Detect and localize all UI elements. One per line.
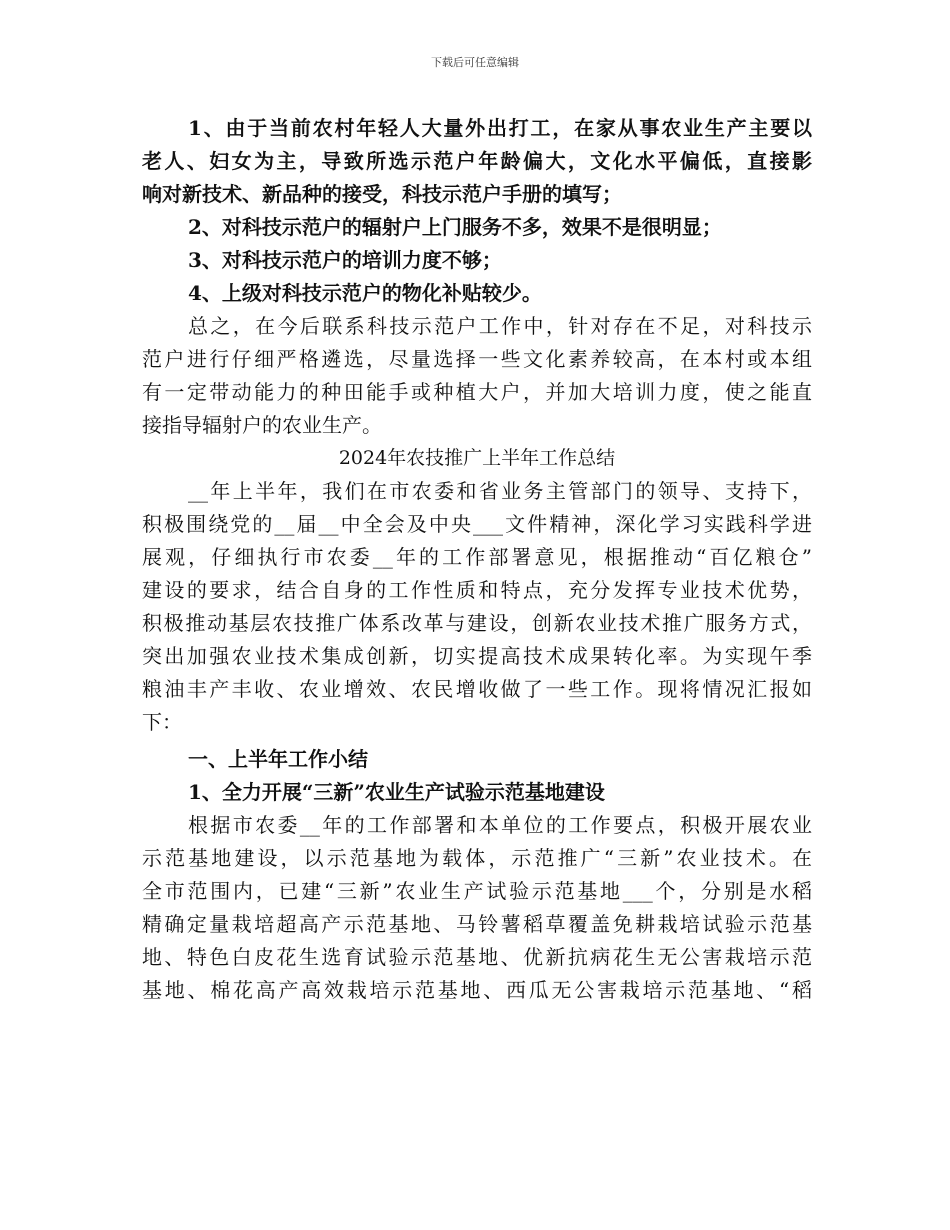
problem-4: 4、上级对科技示范户的物化补贴较少。 xyxy=(188,281,542,305)
problem-3: 3、对科技示范户的培训力度不够； xyxy=(188,248,502,272)
problem-1-line-3: 响对新技术、新品种的接受，科技示范户手册的填写； xyxy=(142,182,622,206)
body-line-1: 根据市农委__年的工作部署和本单位的工作要点，积极开展农业 xyxy=(188,813,812,837)
page-header: 下载后可任意编辑 xyxy=(431,56,519,69)
section-title: 2024年农技推广上半年工作总结 xyxy=(338,447,616,469)
conclusion-line-1: 总之，在今后联系科技示范户工作中，针对存在不足，对科技示 xyxy=(188,314,812,338)
heading-three-new-bases: 1、全力开展“三新”农业生产试验示范基地建设 xyxy=(188,780,605,804)
intro-line-4: 建设的要求，结合自身的工作性质和特点，充分发挥专业技术优势， xyxy=(142,578,812,602)
body-line-3: 全市范围内，已建“三新”农业生产试验示范基地___个，分别是水稻 xyxy=(142,879,812,903)
intro-line-6: 突出加强农业技术集成创新，切实提高技术成果转化率。为实现午季 xyxy=(142,644,812,668)
intro-line-2: 积极围绕党的__届__中全会及中央___文件精神，深化学习实践科学进 xyxy=(142,512,812,536)
conclusion-line-4: 接指导辐射户的农业生产。 xyxy=(142,413,382,437)
body-line-4: 精确定量栽培超高产示范基地、马铃薯稻草覆盖免耕栽培试验示范基 xyxy=(142,912,812,936)
body-line-6: 基地、棉花高产高效栽培示范基地、西瓜无公害栽培示范基地、“稻 xyxy=(142,978,812,1002)
problem-1-line-2: 老人、妇女为主，导致所选示范户年龄偏大，文化水平偏低，直接影 xyxy=(142,149,812,173)
conclusion-line-3: 有一定带动能力的种田能手或种植大户，并加大培训力度，使之能直 xyxy=(142,380,812,404)
intro-line-5: 积极推动基层农技推广体系改革与建设，创新农业技术推广服务方式， xyxy=(142,611,812,635)
body-line-2: 示范基地建设，以示范基地为载体，示范推广“三新”农业技术。在 xyxy=(142,846,812,870)
intro-line-8: 下： xyxy=(142,710,182,734)
intro-line-7: 粮油丰产丰收、农业增效、农民增收做了一些工作。现将情况汇报如 xyxy=(142,677,812,701)
conclusion-line-2: 范户进行仔细严格遴选，尽量选择一些文化素养较高，在本村或本组 xyxy=(142,347,812,371)
intro-line-1: __年上半年，我们在市农委和省业务主管部门的领导、支持下， xyxy=(188,479,812,503)
intro-line-3: 展观，仔细执行市农委__年的工作部署意见，根据推动“百亿粮仓” xyxy=(142,545,812,569)
heading-first-half-summary: 一、上半年工作小结 xyxy=(188,747,368,771)
document-body xyxy=(142,112,812,1007)
body-line-5: 地、特色白皮花生选育试验示范基地、优新抗病花生无公害栽培示范 xyxy=(142,945,812,969)
problem-2: 2、对科技示范户的辐射户上门服务不多，效果不是很明显； xyxy=(188,215,722,239)
problem-1-line-1: 1、由于当前农村年轻人大量外出打工，在家从事农业生产主要以 xyxy=(188,116,812,140)
